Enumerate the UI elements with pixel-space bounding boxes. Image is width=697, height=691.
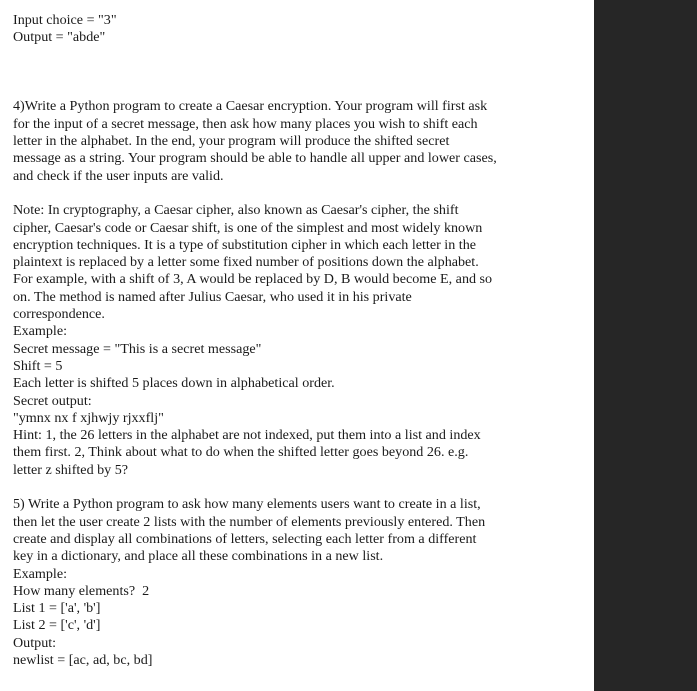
paragraph-line: create and display all combinations of letters, selecting each letter from a different <box>13 530 477 547</box>
question-4-note <box>13 202 594 323</box>
paragraph-line: encryption techniques. It is a type of substitution cipher in which each letter in the <box>13 236 477 253</box>
question-4-example <box>13 323 594 427</box>
example-line: "ymnx nx f xjhwjy rjxxflj" <box>13 409 164 426</box>
question-5 <box>13 496 594 669</box>
example-line: Output: <box>13 634 57 651</box>
spacer <box>13 47 594 99</box>
question-4-hint <box>13 427 594 479</box>
paragraph-line: then let the user create 2 lists with the number of elements previously entered. Then <box>13 513 486 530</box>
paragraph-line: on. The method is named after Julius Caesar, who used it in his private <box>13 288 412 305</box>
paragraph-line: plaintext is replaced by a letter some fixed number of positions down the alphabet. <box>13 254 479 271</box>
paragraph-line: 5) Write a Python program to ask how many elements users want to create in a list, <box>13 496 481 513</box>
example-line: Output = "abde" <box>13 29 106 46</box>
paragraph-line: 4)Write a Python program to create a Caesar encryption. Your program will first ask <box>13 98 488 115</box>
question-5-prompt <box>13 496 594 565</box>
paragraph-line: For example, with a shift of 3, A would be replaced by D, B would become E, and so <box>13 271 493 288</box>
paragraph-line: letter in the alphabet. In the end, your program will produce the shifted secret <box>13 133 450 150</box>
paragraph-line: and check if the user inputs are valid. <box>13 167 224 184</box>
example-line: Input choice = "3" <box>13 12 117 28</box>
paragraph-line: correspondence. <box>13 306 105 323</box>
paragraph-line: message as a string. Your program should be able to handle all upper and lower cases, <box>13 150 497 167</box>
example-line: List 1 = ['a', 'b'] <box>13 600 101 617</box>
paragraph-line: letter z shifted by 5? <box>13 461 129 478</box>
spacer <box>13 479 594 496</box>
example-line: Shift = 5 <box>13 357 63 374</box>
paragraph-line: key in a dictionary, and place all these combinations in a new list. <box>13 548 384 565</box>
spacer <box>13 185 594 202</box>
top-example <box>13 12 594 47</box>
side-panel <box>594 0 697 691</box>
paragraph-line: Note: In cryptography, a Caesar cipher, also known as Caesar's cipher, the shift <box>13 202 459 219</box>
example-line: Secret message = "This is a secret message" <box>13 340 262 357</box>
paragraph-line: for the input of a secret message, then ask how many places you wish to shift each <box>13 115 478 132</box>
example-line: List 2 = ['c', 'd'] <box>13 617 101 634</box>
paragraph-line: cipher, Caesar's code or Caesar shift, is one of the simplest and most widely known <box>13 219 483 236</box>
example-line: newlist = [ac, ad, bc, bd] <box>13 651 153 668</box>
question-5-example <box>13 566 594 670</box>
paragraph-line: them first. 2, Think about what to do when the shifted letter goes beyond 26. e.g. <box>13 444 469 461</box>
example-line: Example: <box>13 323 68 340</box>
example-line: Each letter is shifted 5 places down in alphabetical order. <box>13 375 335 392</box>
example-line: Example: <box>13 565 68 582</box>
question-4-prompt <box>13 98 594 184</box>
paragraph-line: Hint: 1, the 26 letters in the alphabet are not indexed, put them into a list and index <box>13 427 481 444</box>
question-4 <box>13 98 594 479</box>
example-line: How many elements? 2 <box>13 582 150 599</box>
example-line: Secret output: <box>13 392 92 409</box>
